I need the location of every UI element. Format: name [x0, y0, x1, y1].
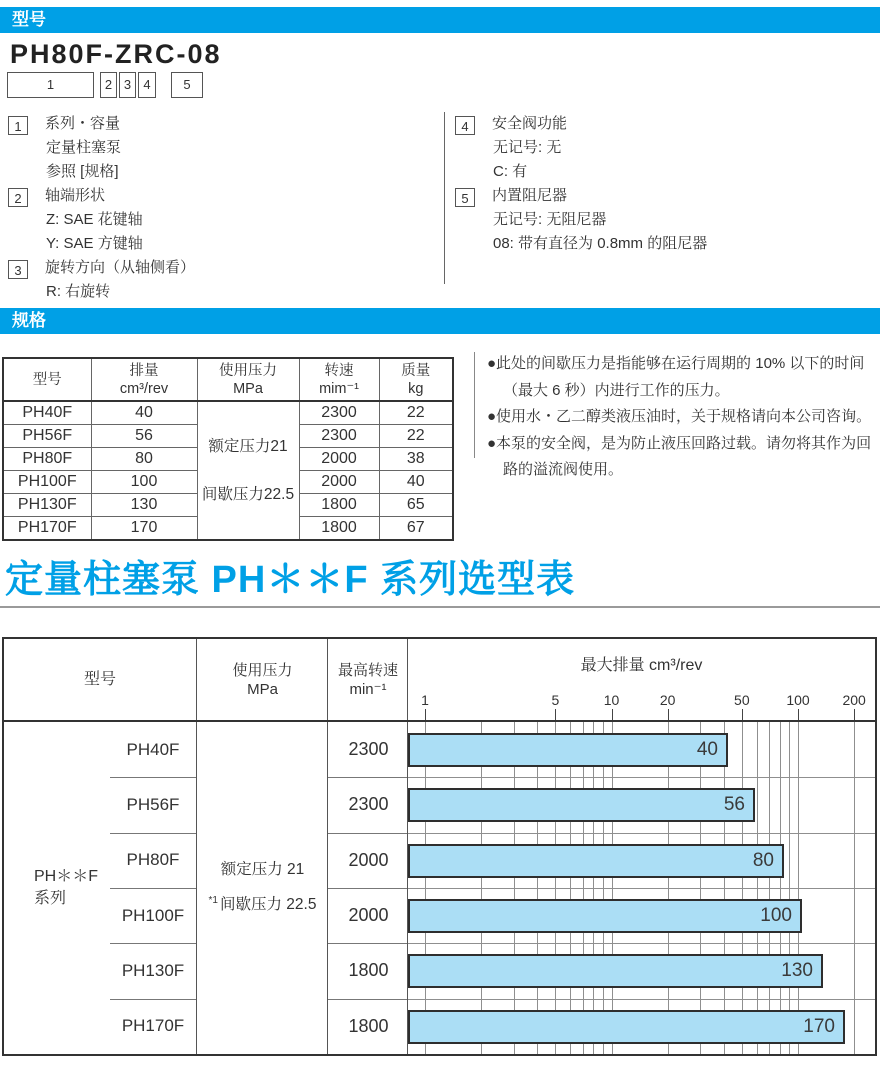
legend-divider-rule [444, 112, 445, 284]
axis-tick-label: 5 [551, 692, 560, 708]
selection-model-cell: PH80F [126, 850, 180, 870]
chart-row-separator [408, 833, 875, 834]
selection-header-chart-axis [408, 639, 875, 720]
axis-tick-mark [742, 709, 743, 720]
spec-table-row [3, 401, 453, 425]
displacement-bar [408, 954, 823, 988]
spec-header-displacement-line1: 排量 [129, 362, 159, 379]
axis-tick-mark [668, 709, 669, 720]
displacement-bar-value: 40 [696, 739, 718, 760]
selection-model-cell: PH56F [126, 794, 180, 814]
spec-cell-displacement: 100 [91, 471, 197, 494]
chart-axis-title: 最大排量 cm³/rev [580, 657, 703, 674]
spec-header-displacement [91, 358, 197, 401]
displacement-bar-chart [408, 722, 875, 1054]
series-group-line1: PH＊＊F [34, 868, 99, 885]
selection-speed-cell: 1800 [348, 960, 389, 981]
model-position-box-3: 3 [119, 72, 136, 98]
model-row-separator [110, 999, 196, 1000]
selection-speed-cell: 1800 [348, 1015, 389, 1036]
spec-header-displacement-line2: cm³/rev [119, 380, 169, 397]
model-position-box-5: 5 [171, 72, 203, 98]
model-row-separator [110, 943, 196, 944]
legend-number-box: 1 [8, 116, 28, 135]
legend-item-line: 无记号: 无阻尼器 [493, 211, 607, 228]
selection-pressure-cell [198, 722, 327, 1054]
axis-tick-mark [798, 709, 799, 720]
displacement-bar [408, 733, 728, 767]
selection-speed-cell: 2300 [348, 794, 389, 815]
legend-item-line: Z: SAE 花键轴 [46, 211, 143, 228]
spec-header-mass-line1: 质量 [401, 362, 431, 379]
axis-tick-label: 50 [734, 692, 750, 708]
spec-note: ●本泵的安全阀，是为防止液压回路过载。请勿将其作为回路的溢流阀使用。 [487, 434, 872, 478]
chart-row-separator [408, 888, 875, 889]
model-position-box-4: 4 [138, 72, 156, 98]
legend-heading-text: 系列・容量 [45, 115, 121, 132]
spec-note: ●使用水・乙二醇类液压油时，关于规格请向本公司咨询。 [487, 408, 872, 425]
model-legend-left-column [8, 112, 438, 304]
selection-pressure-line2-text: 间歇压力 22.5 [219, 896, 317, 914]
selection-speed-cell: 2000 [348, 905, 389, 926]
column-border [196, 639, 197, 1054]
spec-cell-pressure-merged [197, 401, 299, 540]
displacement-bar-value: 56 [723, 794, 745, 815]
spec-header-model [3, 358, 91, 401]
legend-number-box: 5 [455, 188, 475, 207]
spec-cell-speed: 1800 [299, 517, 379, 541]
selection-header-model-label: 型号 [83, 671, 116, 688]
legend-heading-text: 内置阻尼器 [492, 187, 568, 204]
axis-tick-mark [555, 709, 556, 720]
axis-tick-label: 200 [842, 692, 866, 708]
model-row-separator [110, 833, 196, 834]
displacement-bar-value: 80 [752, 850, 774, 871]
spec-cell-displacement: 40 [91, 401, 197, 425]
spec-cell-mass: 22 [379, 425, 453, 448]
spec-notes [487, 351, 879, 484]
spec-header-pressure [197, 358, 299, 401]
spec-cell-speed: 1800 [299, 494, 379, 517]
displacement-bar-value: 130 [781, 960, 813, 981]
spec-cell-model: PH100F [3, 471, 91, 494]
spec-header-pressure-line1: 使用压力 [219, 362, 277, 379]
selection-model-cell: PH170F [121, 1016, 185, 1036]
axis-tick-mark [612, 709, 613, 720]
series-group-line2: 系列 [34, 890, 67, 907]
chart-row-separator [408, 999, 875, 1000]
spec-cell-mass: 40 [379, 471, 453, 494]
selection-pressure-line2 [209, 890, 317, 916]
spec-cell-model: PH40F [3, 401, 91, 425]
spec-header-speed-line2: mim⁻¹ [319, 380, 359, 397]
legend-number-box: 2 [8, 188, 28, 207]
spec-cell-model: PH80F [3, 448, 91, 471]
selection-speed-cell: 2300 [348, 739, 389, 760]
axis-tick-mark [425, 709, 426, 720]
spec-cell-model: PH130F [3, 494, 91, 517]
model-section-header: 型号 [0, 7, 880, 33]
selection-header-model [4, 639, 196, 720]
spec-cell-speed: 2300 [299, 401, 379, 425]
speed-row-separator [328, 777, 407, 778]
axis-tick-label: 1 [421, 692, 429, 708]
spec-header-mass-line2: kg [408, 380, 424, 397]
spec-header-model-line1: 型号 [32, 371, 62, 388]
spec-cell-displacement: 56 [91, 425, 197, 448]
selection-speed-cell: 2000 [348, 849, 389, 870]
footnote-mark: *1 [208, 895, 218, 907]
selection-header-pressure-line1: 使用压力 [232, 661, 293, 679]
legend-item-heading [8, 112, 438, 136]
legend-item-line: R: 右旋转 [46, 283, 111, 300]
displacement-bar [408, 899, 802, 933]
selection-table-title: 定量柱塞泵 PH＊＊F 系列选型表 [5, 559, 576, 601]
spec-cell-mass: 22 [379, 401, 453, 425]
legend-heading-text: 旋转方向（从轴侧看） [45, 259, 196, 276]
model-position-box-1: 1 [7, 72, 94, 98]
spec-cell-model: PH56F [3, 425, 91, 448]
legend-item-heading [8, 256, 438, 280]
notes-divider-rule [474, 352, 475, 458]
legend-item-heading [8, 184, 438, 208]
selection-header-pressure [198, 639, 327, 720]
spec-pressure-rated: 额定压力21 [208, 437, 288, 455]
spec-note: ●此处的间歇压力是指能够在运行周期的 10% 以下的时间（最大 6 秒）内进行工作的压力。 [487, 355, 865, 399]
selection-model-cell: PH130F [121, 960, 185, 980]
legend-item-line: 参照 [规格] [46, 163, 119, 180]
speed-row-separator [328, 888, 407, 889]
spec-cell-displacement: 80 [91, 448, 197, 471]
legend-item-heading [455, 184, 880, 208]
spec-pressure-intermittent: 间歇压力22.5 [201, 485, 295, 503]
model-row-separator [110, 888, 196, 889]
speed-row-separator [328, 999, 407, 1000]
legend-item-line: 无记号: 无 [493, 139, 562, 156]
spec-pressure-gap [198, 457, 299, 485]
selection-header-speed-line2: min⁻¹ [349, 680, 387, 698]
spec-header-speed-line1: 转速 [324, 362, 354, 379]
chart-row-separator [408, 777, 875, 778]
legend-item-line: Y: SAE 方键轴 [46, 235, 143, 252]
legend-item-line: C: 有 [493, 163, 528, 180]
selection-table [2, 637, 877, 1056]
legend-item-line: 定量柱塞泵 [46, 139, 122, 156]
series-group-cell [4, 722, 110, 1054]
selection-header-speed [329, 639, 407, 720]
legend-number-box: 4 [455, 116, 475, 135]
legend-heading-text: 安全阀功能 [492, 115, 568, 132]
legend-number-box: 3 [8, 260, 28, 279]
model-code: PH80F-ZRC-08 [10, 39, 222, 69]
speed-row-separator [328, 943, 407, 944]
selection-model-cell: PH40F [126, 739, 180, 759]
axis-tick-mark [854, 709, 855, 720]
spec-cell-speed: 2300 [299, 425, 379, 448]
spec-table-header-row [3, 358, 453, 401]
axis-tick-label: 100 [786, 692, 810, 708]
selection-header-speed-line1: 最高转速 [337, 661, 398, 679]
displacement-bar-value: 170 [803, 1016, 835, 1037]
title-underline-rule [0, 606, 880, 608]
spec-cell-displacement: 170 [91, 517, 197, 541]
spec-cell-speed: 2000 [299, 448, 379, 471]
spec-section-header: 规格 [0, 308, 880, 334]
displacement-bar [408, 1010, 845, 1044]
displacement-bar [408, 788, 755, 822]
axis-tick-label: 10 [603, 692, 620, 708]
selection-pressure-line1: 额定压力 21 [220, 861, 305, 879]
spec-header-speed [299, 358, 379, 401]
spec-cell-mass: 67 [379, 517, 453, 541]
axis-tick-label: 20 [659, 692, 676, 708]
model-position-box-2: 2 [100, 72, 117, 98]
chart-row-separator [408, 943, 875, 944]
column-border [327, 639, 328, 1054]
spec-table [2, 357, 454, 541]
legend-item-heading [455, 112, 880, 136]
spec-cell-mass: 65 [379, 494, 453, 517]
displacement-bar [408, 844, 784, 878]
model-legend-right-column [455, 112, 880, 256]
spec-cell-displacement: 130 [91, 494, 197, 517]
spec-header-pressure-line2: MPa [233, 380, 263, 397]
speed-row-separator [328, 833, 407, 834]
spec-cell-speed: 2000 [299, 471, 379, 494]
selection-header-pressure-line2: MPa [247, 680, 278, 698]
model-row-separator [110, 777, 196, 778]
spec-cell-mass: 38 [379, 448, 453, 471]
displacement-bar-value: 100 [760, 905, 792, 926]
spec-cell-model: PH170F [3, 517, 91, 541]
legend-heading-text: 轴端形状 [45, 187, 106, 204]
legend-item-line: 08: 带有直径为 0.8mm 的阻尼器 [493, 235, 708, 252]
spec-header-mass [379, 358, 453, 401]
selection-model-cell: PH100F [121, 905, 185, 925]
